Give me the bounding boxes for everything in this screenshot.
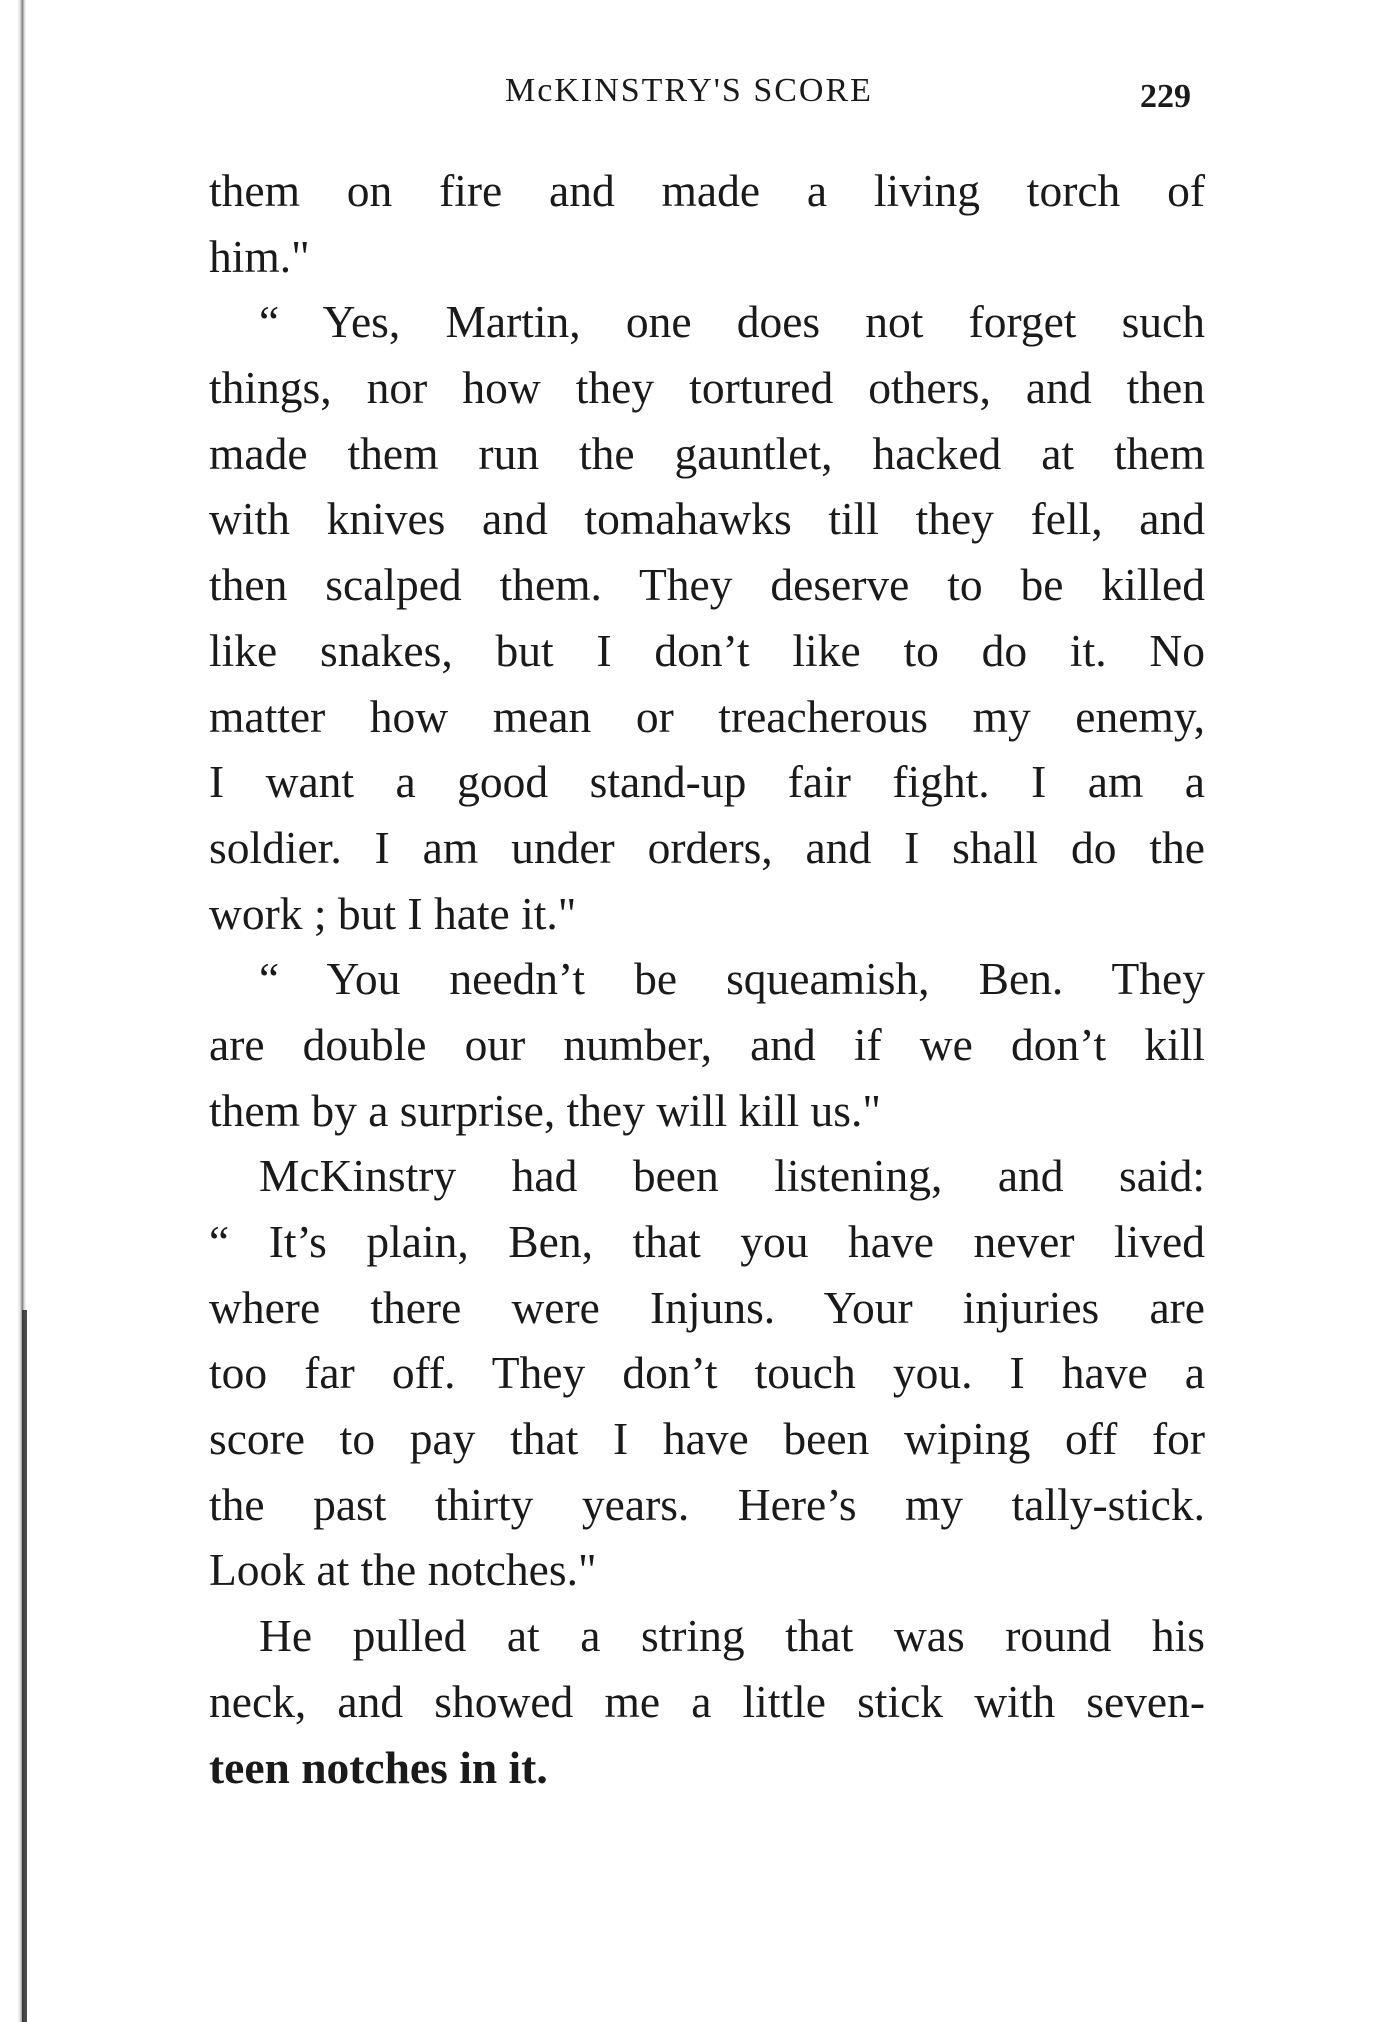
text-line: neck, and showed me a little stick with seven- [209,1675,1205,1727]
page-header [0,72,1375,132]
text-line: I want a good stand-up fair fight. I am a [209,756,1205,808]
text-line: like snakes, but I don’t like to do it. No [209,624,1205,676]
book-spine-edge [22,1310,27,2022]
text-line: him." [209,230,310,282]
text-line: work ; but I hate it." [209,887,577,939]
text-line: Look at the notches." [209,1544,597,1596]
text-line: matter how mean or treacherous my enemy, [209,690,1205,742]
text-line: them on fire and made a living torch of [209,165,1205,216]
text-line: score to pay that I have been wiping off for [209,1413,1205,1465]
body-text [209,158,1205,1800]
text-line: soldier. I am under orders, and I shall do the [209,821,1205,873]
running-head: McKINSTRY'S SCORE [505,72,873,109]
text-line: He pulled at a string that was round his [259,1610,1205,1662]
text-line: with knives and tomahawks till they fell, and [209,493,1205,545]
text-line: too far off. They don’t touch you. I have a [209,1347,1205,1399]
text-line: where there were Injuns. Your injuries are [209,1281,1205,1333]
page-number: 229 [1140,78,1191,115]
text-line: made them run the gauntlet, hacked at them [209,427,1205,479]
text-line: teen notches in it. [209,1741,548,1793]
text-line: “ It’s plain, Ben, that you have never lived [209,1216,1205,1267]
text-line: “ Yes, Martin, one does not forget such [259,296,1205,348]
text-line: them by a surprise, they will kill us." [209,1084,881,1136]
text-line: the past thirty years. Here’s my tally-stick. [209,1478,1205,1530]
text-line: then scalped them. They deserve to be killed [209,559,1205,611]
text-line: are double our number, and if we don’t kill [209,1018,1205,1070]
text-line: “ You needn’t be squeamish, Ben. They [259,953,1205,1005]
text-line: things, nor how they tortured others, and then [209,362,1205,414]
text-line: McKinstry had been listening, and said: [259,1150,1205,1202]
